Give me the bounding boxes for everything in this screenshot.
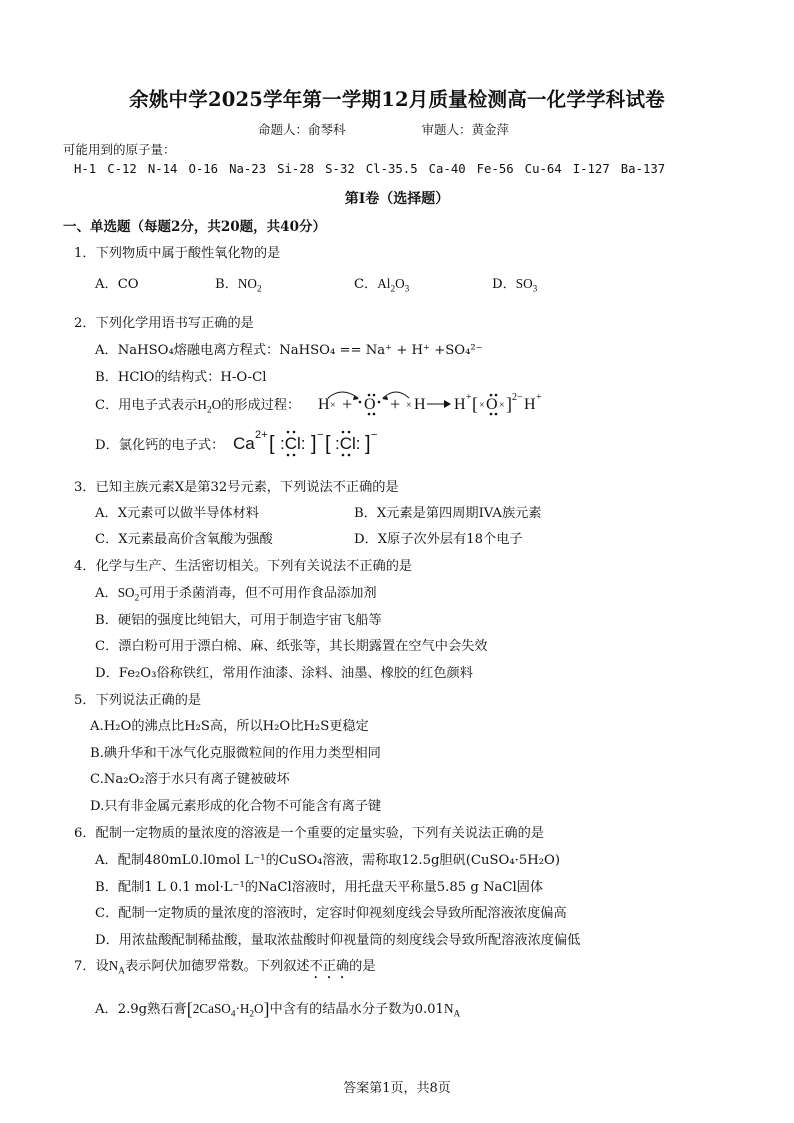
atomic-mass: Ca-40 xyxy=(428,162,466,176)
atomic-mass: H-1 xyxy=(74,162,97,176)
svg-text:O: O xyxy=(364,396,376,413)
q4-option-c: C．漂白粉可用于漂白棉、麻、纸张等，其长期露置在空气中会失效 xyxy=(95,639,488,654)
svg-text:+: + xyxy=(466,392,472,403)
q1-option-b-label: B． xyxy=(215,277,238,292)
q7-option-a-mid: 中含有的结晶水分子数为0.01 xyxy=(269,1002,444,1017)
q3-option-b: B．X元素是第四周期IVA族元素 xyxy=(354,506,542,521)
svg-text:×: × xyxy=(330,400,336,411)
question-4-stem: 4．化学与生产、生活密切相关。下列有关说法不正确的是 xyxy=(74,559,413,574)
question-5-stem: 5．下列说法正确的是 xyxy=(74,693,202,708)
q2-option-d: D．氯化钙的电子式： xyxy=(95,438,225,453)
atomic-mass: Cl-35.5 xyxy=(365,162,418,176)
q4-option-b: B．硬铝的强度比纯铝大，可用于制造宇宙飞船等 xyxy=(95,613,382,628)
svg-text:[: [ xyxy=(472,394,478,414)
question-7-stem: 7．设$N_A$表示阿伏加德罗常数。下列叙述不正确的是 xyxy=(74,958,376,976)
h2o-electron-dot-diagram xyxy=(316,386,546,418)
svg-text:H: H xyxy=(414,396,426,413)
svg-text:×: × xyxy=(479,400,485,411)
q7-stem-mid: 表示阿伏加德罗常数。下列叙述 xyxy=(124,959,310,974)
atomic-mass: C-12 xyxy=(107,162,137,176)
atomic-mass: N-14 xyxy=(147,162,178,176)
atomic-mass: Ba-137 xyxy=(620,162,666,176)
atomic-mass-list xyxy=(74,162,676,176)
q3-option-a: A．X元素可以做半导体材料 xyxy=(95,506,259,521)
atomic-mass-label: 可能用到的原子量： xyxy=(63,142,176,157)
reviewer: 审题人：黄金萍 xyxy=(421,122,510,137)
atomic-mass: I-127 xyxy=(572,162,610,176)
svg-text:+: + xyxy=(390,394,401,414)
page-title: 余姚中学2025学年第一学期12月质量检测高一化学学科试卷 xyxy=(129,88,665,111)
svg-text:−: − xyxy=(317,429,324,441)
question-2-stem: 2．下列化学用语书写正确的是 xyxy=(74,316,254,331)
svg-text::Cl:: :Cl: xyxy=(335,434,361,453)
svg-text:+: + xyxy=(342,394,353,414)
question-6-stem: 6．配制一定物质的量浓度的溶液是一个重要的定量实验，下列有关说法正确的是 xyxy=(74,826,544,841)
atomic-mass: Cu-64 xyxy=(524,162,562,176)
q4-option-a-rest: 可用于杀菌消毒，但不可用作食品添加剂 xyxy=(139,586,377,601)
cacl2-electron-dot-diagram xyxy=(231,424,381,458)
q6-option-a: A．配制480mL0.l0mol L⁻¹的CuSO₄溶液，需称取12.5g胆矾(CuSO₄·5H₂O) xyxy=(95,853,560,868)
svg-text:O: O xyxy=(486,396,498,413)
q7-option-a: A．2.9g熟石膏$[2CaSO_4\cdot H_2O]$中含有的结晶水分子数为$0.01N_A$ xyxy=(95,999,461,1019)
question-1-stem: 1．下列物质中属于酸性氧化物的是 xyxy=(74,246,281,261)
q5-option-d: D.只有非金属元素形成的化合物不可能含有离子键 xyxy=(90,799,382,814)
atomic-mass: O-16 xyxy=(188,162,219,176)
atomic-mass: Si-28 xyxy=(277,162,315,176)
svg-text:Ca: Ca xyxy=(233,434,255,453)
svg-text:+: + xyxy=(536,392,542,403)
svg-text:[: [ xyxy=(269,433,275,455)
q7-stem-end: 的是 xyxy=(349,959,376,974)
q4-option-a: A．$SO_2$可用于杀菌消毒，但不可用作食品添加剂 xyxy=(95,585,377,603)
q5-option-c: C.Na₂O₂溶于水只有离子键被破坏 xyxy=(90,772,290,787)
atomic-mass: Fe-56 xyxy=(476,162,514,176)
q1-option-d: D．$SO_3$ xyxy=(492,276,538,294)
q6-option-b: B．配制1 L 0.1 mol·L⁻¹的NaCl溶液时，用托盘天平称量5.85 g NaCl固体 xyxy=(95,880,544,895)
author: 命题人：俞琴科 xyxy=(258,122,346,137)
q1-option-a: A．CO xyxy=(95,277,139,292)
q3-option-d: D．X原子次外层有18个电子 xyxy=(354,532,523,547)
atomic-mass: Na-23 xyxy=(229,162,267,176)
svg-text:2−: 2− xyxy=(512,392,523,403)
q2-option-c: C．用电子式表示$H_2O$的形成过程： xyxy=(95,397,301,415)
q5-option-b: B.碘升华和干冰气化克服微粒间的作用力类型相同 xyxy=(90,746,381,761)
q2-option-c-prefix: C．用电子式表示 xyxy=(95,398,198,413)
q4-option-d: D．Fe₂O₃俗称铁红，常用作油漆、涂料、油墨、橡胶的红色颜料 xyxy=(95,666,473,681)
q1-option-d-label: D． xyxy=(492,277,516,292)
svg-text:]: ] xyxy=(311,433,317,455)
q1-option-b: B．$NO_2$ xyxy=(215,276,262,294)
svg-text:]: ] xyxy=(365,433,371,455)
svg-text:×: × xyxy=(499,400,505,411)
q1-option-c: C．$Al_2O_3$ xyxy=(354,276,410,294)
page-footer: 答案第1页，共8页 xyxy=(343,1081,451,1096)
svg-text:H: H xyxy=(454,396,466,413)
q7-option-a-prefix: A．2.9g熟石膏 xyxy=(95,1002,187,1017)
q6-option-d: D．用浓盐酸配制稀盐酸，量取浓盐酸时仰视量筒的刻度线会导致所配溶液浓度偏低 xyxy=(95,933,581,948)
q7-stem-prefix: 7．设 xyxy=(74,959,109,974)
svg-text::Cl:: :Cl: xyxy=(280,434,306,453)
svg-text:2+: 2+ xyxy=(255,429,268,441)
q3-option-c: C．X元素最高价含氧酸为强酸 xyxy=(95,532,273,547)
q2-option-b: B．HClO的结构式：H-O-Cl xyxy=(95,370,267,385)
question-3-stem: 3．已知主族元素X是第32号元素，下列说法不正确的是 xyxy=(74,480,399,495)
part-title: 第Ⅰ卷（选择题） xyxy=(344,191,450,207)
q2-option-a: A．NaHSO₄熔融电离方程式：NaHSO₄ == Na⁺ + H⁺ +SO₄²⁻ xyxy=(95,343,483,358)
section-title: 一、单选题（每题2分，共20题，共40分） xyxy=(63,219,326,235)
svg-text:[: [ xyxy=(325,433,331,455)
svg-text:H: H xyxy=(524,396,536,413)
q4-option-a-prefix: A． xyxy=(95,586,118,601)
author-line xyxy=(258,120,509,138)
atomic-mass: S-32 xyxy=(325,162,355,176)
q6-option-c: C．配制一定物质的量浓度的溶液时，定容时仰视刻度线会导致所配溶液浓度偏高 xyxy=(95,906,567,921)
svg-text:−: − xyxy=(371,429,378,441)
q7-stem-emphasis: 不正确 xyxy=(309,959,350,974)
q5-option-a: A.H₂O的沸点比H₂S高，所以H₂O比H₂S更稳定 xyxy=(90,719,369,734)
q1-option-c-label: C． xyxy=(354,277,378,292)
svg-text:×: × xyxy=(406,400,412,411)
q2-option-c-mid: 的形成过程： xyxy=(221,398,301,413)
svg-text:]: ] xyxy=(506,394,512,414)
svg-text:H: H xyxy=(318,396,330,413)
